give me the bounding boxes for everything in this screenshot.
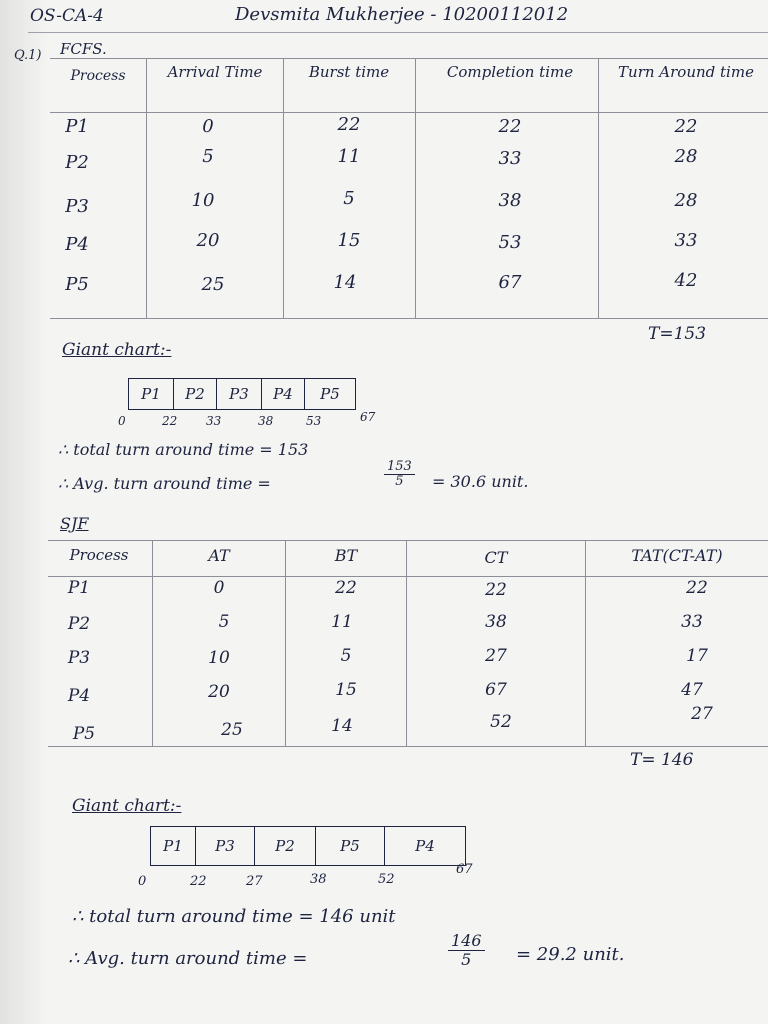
sjf-col-header: AT	[208, 546, 230, 565]
arrival-cell: 5	[202, 146, 214, 167]
completion-cell: 22	[485, 580, 507, 600]
gantt-segment: P3	[196, 827, 255, 865]
process-cell: P1	[67, 578, 91, 598]
sjf-col-header: CT	[484, 548, 508, 567]
arrival-cell: 0	[213, 578, 225, 598]
sjf-col-header: TAT(CT-AT)	[631, 546, 723, 565]
burst-cell: 22	[337, 114, 361, 135]
gantt-segment: P5	[320, 385, 340, 403]
fcfs-table-top	[50, 58, 768, 59]
process-cell: P5	[65, 274, 89, 295]
gantt-tick: 67	[456, 862, 473, 877]
sjf-gantt-title: Giant chart:-	[72, 796, 182, 816]
sjf-gantt-chart	[150, 826, 466, 866]
fraction-denominator: 5	[395, 474, 404, 490]
tat-cell: 22	[686, 578, 708, 598]
fcfs-col-header: Completion time	[446, 63, 574, 81]
process-cell: P3	[67, 648, 91, 668]
gantt-tick: 22	[162, 414, 178, 428]
fcfs-table-bottom	[50, 318, 768, 319]
process-cell: P4	[67, 686, 91, 706]
sjf-table-top	[48, 540, 768, 541]
fcfs-header-rule	[50, 112, 768, 113]
burst-cell: 11	[337, 146, 361, 167]
fcfs-avg-label: ∴ Avg. turn around time =	[58, 474, 271, 493]
completion-cell: 53	[498, 232, 522, 253]
fcfs-gantt-title: Giant chart:-	[62, 340, 172, 360]
burst-cell: 5	[340, 646, 352, 666]
fcfs-avg-result: = 30.6 unit.	[432, 472, 529, 491]
sjf-total: T= 146	[630, 750, 694, 770]
completion-cell: 67	[498, 272, 522, 293]
gantt-tick: 53	[306, 414, 322, 428]
fcfs-col-header: Arrival Time	[167, 63, 263, 81]
gantt-tick: 0	[138, 874, 147, 889]
author-line: Devsmita Mukherjee - 10200112012	[235, 4, 569, 25]
burst-cell: 5	[343, 188, 355, 209]
gantt-tick: 22	[190, 874, 207, 889]
header-rule	[28, 32, 768, 33]
tat-cell: 17	[686, 646, 708, 666]
burst-cell: 14	[331, 716, 353, 736]
arrival-cell: 10	[208, 648, 230, 668]
arrival-cell: 10	[191, 190, 215, 211]
fraction-denominator: 5	[461, 949, 472, 969]
process-cell: P4	[65, 234, 89, 255]
fraction-numerator: 153	[384, 460, 415, 475]
fraction-numerator: 146	[448, 932, 485, 951]
completion-cell: 52	[490, 712, 512, 732]
process-cell: P2	[67, 614, 91, 634]
fcfs-col-line	[146, 58, 147, 318]
burst-cell: 14	[333, 272, 357, 293]
fcfs-col-header: Process	[70, 68, 126, 84]
sjf-avg-result: = 29.2 unit.	[516, 944, 625, 965]
gantt-segment: P2	[255, 827, 316, 865]
arrival-cell: 5	[218, 612, 230, 632]
process-cell: P2	[65, 152, 89, 173]
arrival-cell: 20	[208, 682, 230, 702]
gantt-tick: 52	[378, 872, 395, 887]
burst-cell: 15	[335, 680, 357, 700]
completion-cell: 67	[485, 680, 507, 700]
sjf-col-line	[406, 540, 407, 746]
sjf-total-tat: ∴ total turn around time = 146 unit	[72, 906, 396, 927]
gantt-tick: 33	[206, 414, 222, 428]
gantt-tick: 0	[118, 414, 126, 428]
gantt-segment: P5	[316, 827, 385, 865]
sjf-col-header: Process	[69, 546, 129, 564]
tat-cell: 42	[674, 270, 698, 291]
gantt-segment: P1	[129, 379, 174, 409]
fcfs-col-line	[415, 58, 416, 318]
fcfs-col-header: Burst time	[308, 63, 390, 81]
course-code: OS-CA-4	[30, 6, 104, 26]
gantt-segment: P4	[262, 379, 305, 409]
fcfs-avg-fraction	[384, 460, 415, 490]
gantt-segment: P2	[174, 379, 217, 409]
fcfs-title: FCFS.	[60, 40, 107, 58]
fcfs-col-line	[283, 58, 284, 318]
burst-cell: 22	[335, 578, 357, 598]
tat-cell: 28	[674, 146, 698, 167]
completion-cell: 27	[485, 646, 507, 666]
process-cell: P1	[65, 116, 89, 137]
fcfs-gantt-chart	[128, 378, 356, 410]
sjf-col-line	[152, 540, 153, 746]
completion-cell: 33	[498, 148, 522, 169]
tat-cell: 47	[681, 680, 703, 700]
sjf-avg-fraction	[448, 932, 485, 968]
gantt-segment: P3	[217, 379, 262, 409]
fcfs-total-tat: ∴ total turn around time = 153	[58, 440, 309, 459]
notebook-margin	[0, 0, 48, 1024]
tat-cell: 33	[674, 230, 698, 251]
burst-cell: 15	[337, 230, 361, 251]
fcfs-col-line	[598, 58, 599, 318]
sjf-avg-label: ∴ Avg. turn around time =	[68, 948, 308, 969]
gantt-tick: 38	[258, 414, 274, 428]
arrival-cell: 25	[221, 720, 243, 740]
fcfs-total: T=153	[648, 324, 707, 344]
gantt-tick: 38	[310, 872, 327, 887]
sjf-title: SJF	[60, 514, 89, 533]
question-number: Q.1)	[14, 48, 42, 63]
completion-cell: 22	[498, 116, 522, 137]
completion-cell: 38	[498, 190, 522, 211]
gantt-segment: P1	[151, 827, 196, 865]
sjf-table-bottom	[48, 746, 768, 747]
gantt-tick: 27	[246, 874, 263, 889]
completion-cell: 38	[485, 612, 507, 632]
gantt-segment: P4	[415, 837, 435, 855]
sjf-col-line	[285, 540, 286, 746]
tat-cell: 22	[674, 116, 698, 137]
tat-cell: 28	[674, 190, 698, 211]
process-cell: P5	[72, 724, 96, 744]
gantt-tick: 67	[360, 410, 376, 424]
arrival-cell: 0	[202, 116, 214, 137]
tat-cell: 27	[691, 704, 713, 724]
arrival-cell: 25	[201, 274, 225, 295]
burst-cell: 11	[331, 612, 353, 632]
tat-cell: 33	[681, 612, 703, 632]
fcfs-col-header: Turn Around time	[618, 63, 754, 81]
process-cell: P3	[65, 196, 89, 217]
arrival-cell: 20	[196, 230, 220, 251]
sjf-header-rule	[48, 576, 768, 577]
sjf-col-header: BT	[334, 546, 358, 565]
